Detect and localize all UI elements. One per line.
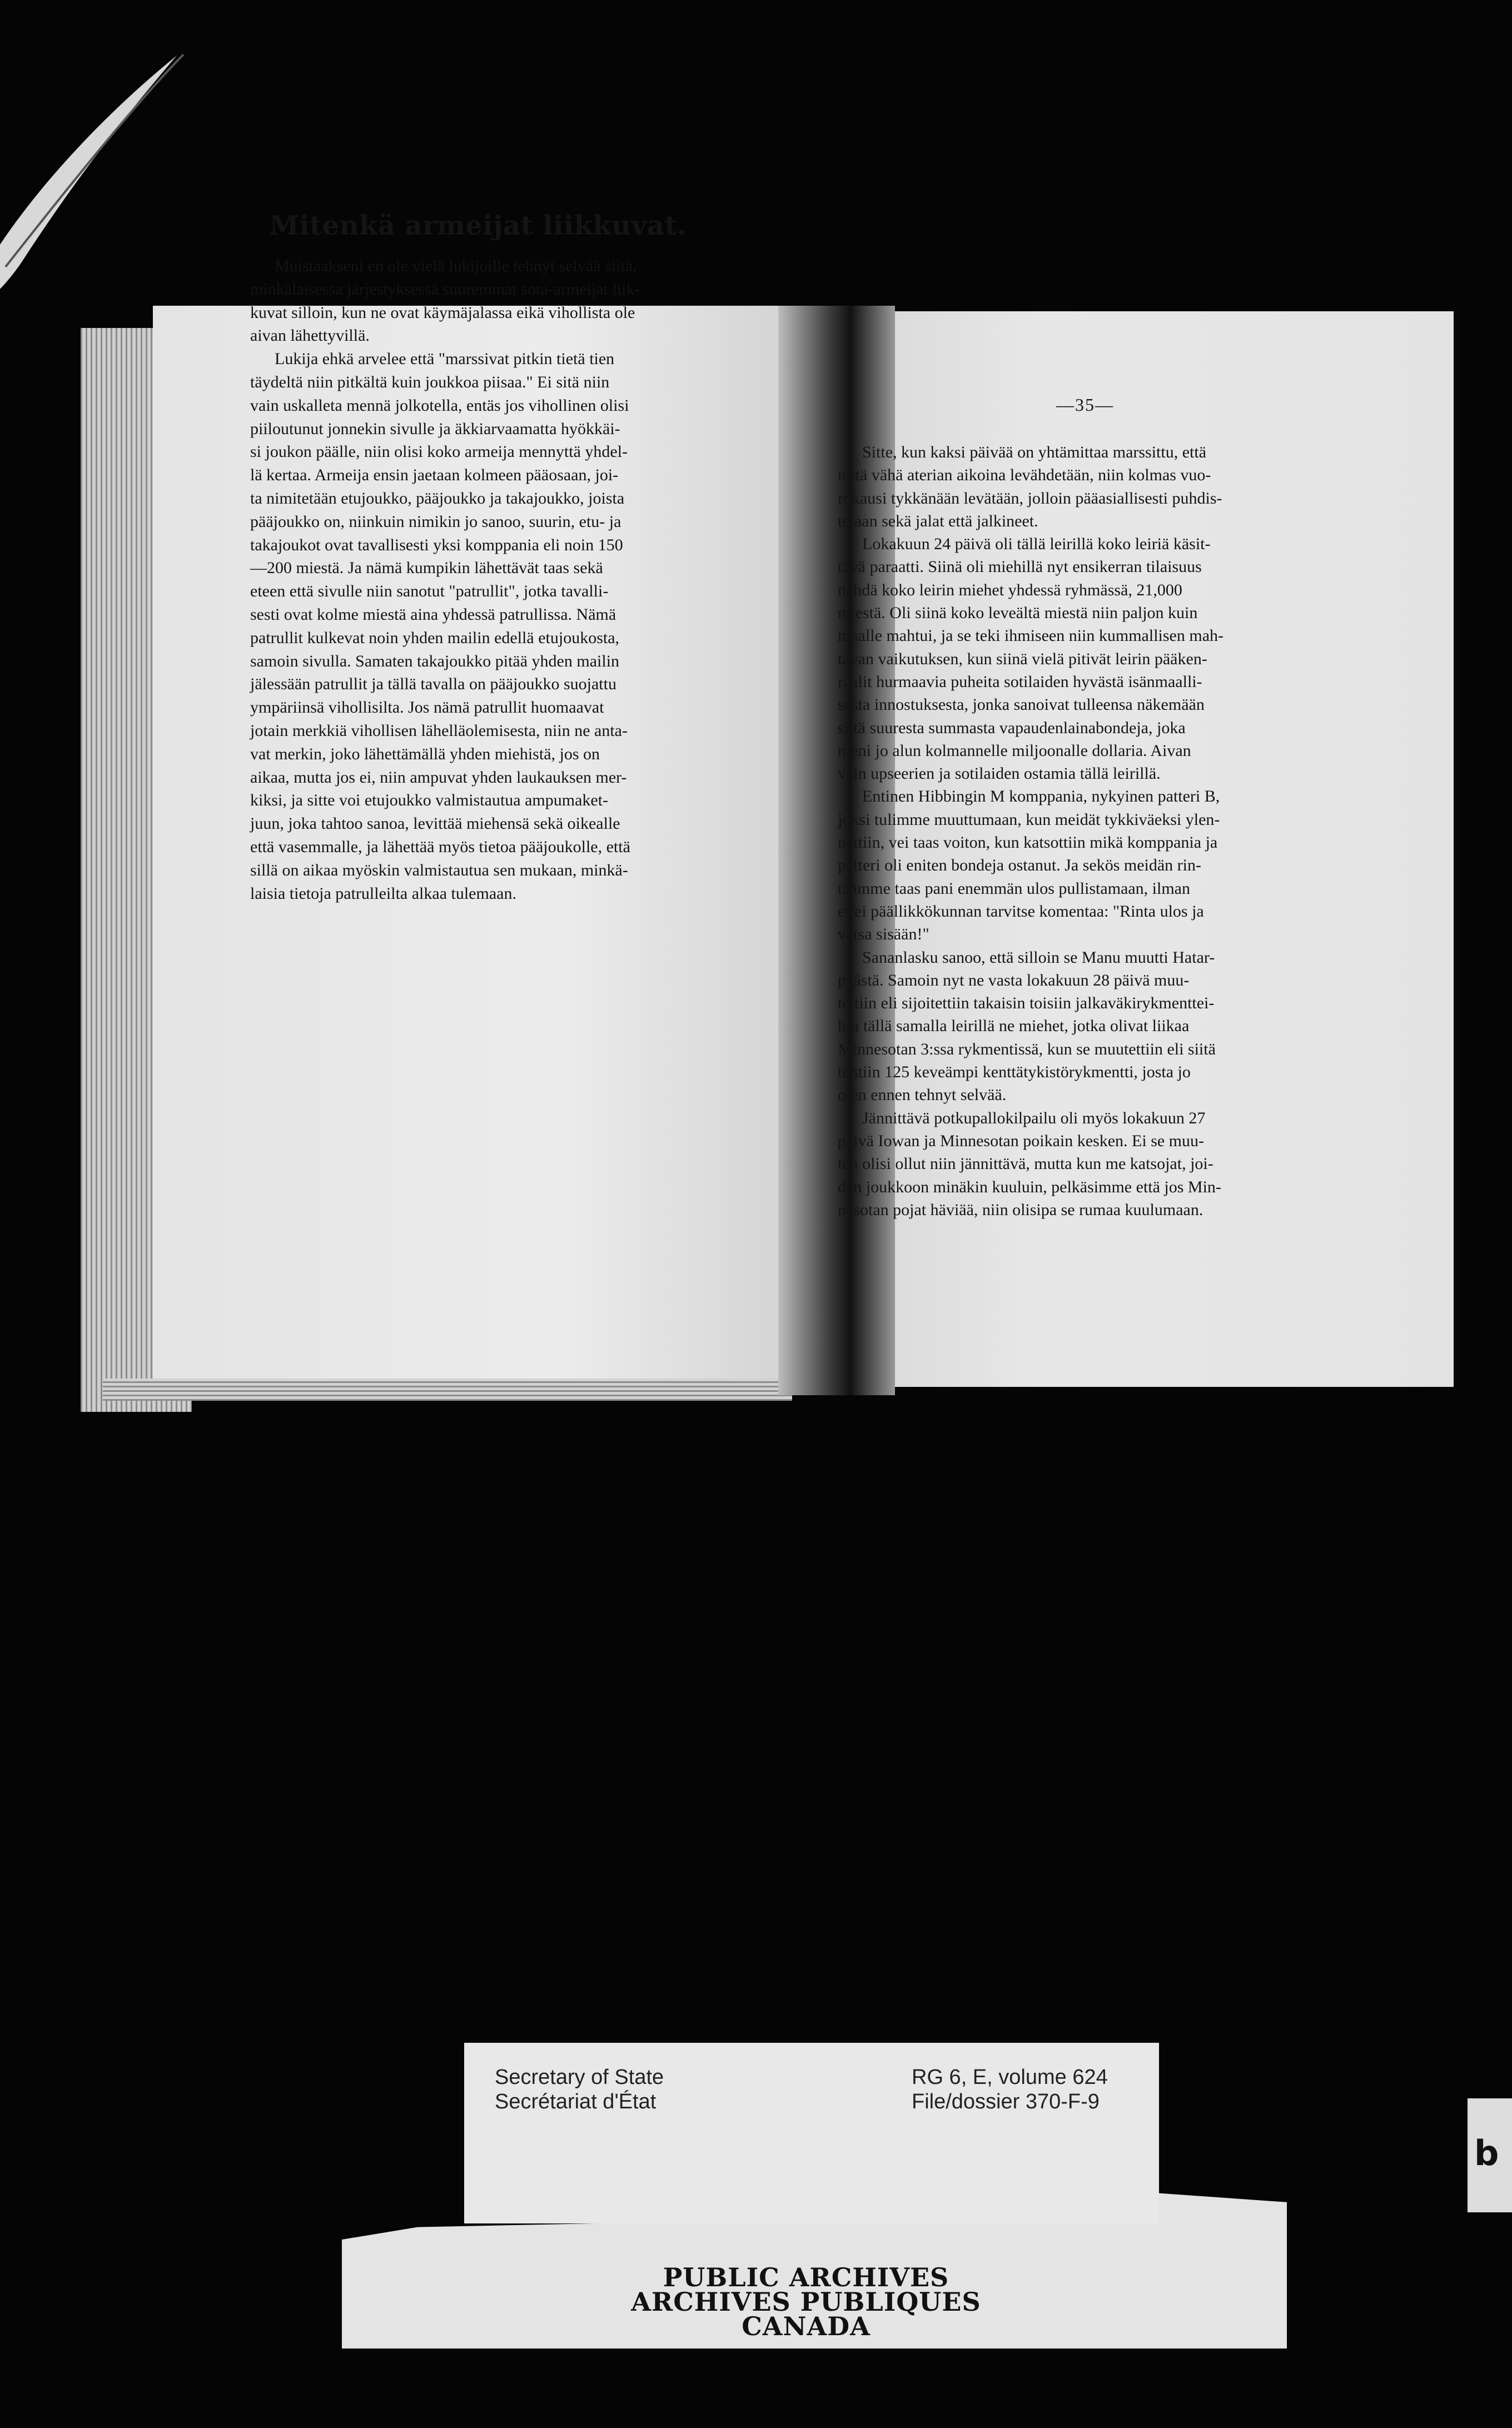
left-text-line: pääjoukko on, niinkuin nimikin jo sanoo, suurin, etu- ja <box>250 512 621 531</box>
right-text-line: maalle mahtui, ja se teki ihmiseen niin kummallisen mah- <box>838 626 1223 645</box>
right-text-line: tavan vaikutuksen, kun siinä vielä pitivät leirin pääken- <box>838 649 1207 668</box>
right-text-line: tettiin eli sijoitettiin takaisin toisiin jalkaväkirykmenttei- <box>838 994 1215 1013</box>
left-page-text <box>250 255 759 905</box>
department-en: Secretary of State <box>495 2066 664 2089</box>
left-text-line: sesti ovat kolme miestä aina yhdessä patrullissa. Nämä <box>250 605 616 624</box>
left-text-line: Muistaakseni en ole vielä lukijoille tehnyt selvää siitä, <box>275 257 637 275</box>
left-text-line: että vasemmalle, ja lähettää myös tietoa pääjoukolle, että <box>250 837 630 856</box>
left-text-line: täydeltä niin pitkältä kuin joukkoa piisaa." Ei sitä niin <box>250 372 610 391</box>
stamp-line-en: PUBLIC ARCHIVES <box>663 2262 949 2292</box>
left-text-line: minkälaisessa järjestyksessä suuremmat sota-armeijat liik- <box>250 280 640 298</box>
left-text-line: piiloutunut jonnekin sivulle ja äkkiarvaamatta hyökkäi- <box>250 419 620 438</box>
left-text-line: takajoukot ovat tavallisesti yksi komppania eli noin 150 <box>250 535 623 554</box>
right-text-line: tehtiin 125 keveämpi kenttätykistörykmentti, josta jo <box>838 1063 1191 1082</box>
right-text-line: tävä paraatti. Siinä oli miehillä nyt ensikerran tilaisuus <box>838 558 1202 576</box>
left-text-line: ympäriinsä vihollisilta. Jos nämä patrullit huomaavat <box>250 698 604 717</box>
file-dossier: File/dossier 370-F-9 <box>912 2090 1100 2113</box>
chapter-title: Mitenkä armeijat liikkuvat. <box>269 210 687 241</box>
right-text-line: Lokakuun 24 päivä oli tällä leirillä koko leiriä käsit- <box>862 535 1211 554</box>
left-text-line: jälessään patrullit ja tällä tavalla on pääjoukko suojattu <box>250 675 616 694</box>
left-text-line: juun, joka tahtoo sanoa, levittää miehensä sekä oikealle <box>250 814 620 833</box>
right-text-line: nähdä koko leirin miehet yhdessä ryhmässä, 21,000 <box>838 580 1182 599</box>
left-text-line: ta nimitetään etujoukko, pääjoukko ja takajoukko, joista <box>250 489 625 508</box>
archive-department <box>495 2065 664 2114</box>
left-text-line: sillä on aikaa myöskin valmistautua sen mukaan, minkä- <box>250 860 628 879</box>
right-text-line: Sitte, kun kaksi päivää on yhtämittaa marssittu, että <box>862 443 1207 461</box>
record-group: RG 6, E, volume 624 <box>912 2066 1108 2089</box>
left-text-line: aikaa, mutta jos ei, niin ampuvat yhden laukauksen mer- <box>250 768 627 787</box>
archive-reference-card <box>464 2043 1159 2223</box>
right-page-text <box>838 441 1354 1221</box>
right-text-line: Sananlasku sanoo, että silloin se Manu muutti Hatar- <box>862 948 1215 967</box>
film-marker-glyph: b <box>1474 2133 1499 2173</box>
right-text-line: ettei päällikkökunnan tarvitse komentaa: "Rinta ulos ja <box>838 902 1204 921</box>
left-text-line: jotain merkkiä vihollisen lähelläolemisesta, niin ne anta- <box>250 721 628 740</box>
right-text-line: hin tällä samalla leirillä ne miehet, jotka olivat liikaa <box>838 1017 1190 1036</box>
right-text-line: den joukkoon minäkin kuuluin, pelkäsimme että jos Min- <box>838 1177 1221 1196</box>
right-text-line: vain upseerien ja sotilaiden ostamia tällä leirillä. <box>838 764 1161 783</box>
left-text-line: eteen että sivulle niin sanotut "patrullit", jotka tavalli- <box>250 582 609 601</box>
left-text-line: kuvat silloin, kun ne ovat käymäjalassa eikä vihollista ole <box>250 303 635 322</box>
stamp-line-country: CANADA <box>742 2311 871 2341</box>
film-frame-marker <box>1468 2098 1512 2212</box>
left-text-line: si joukon päälle, niin olisi koko armeija mennyttä yhdel- <box>250 442 628 461</box>
right-text-line: tetaan sekä jalat että jalkineet. <box>838 511 1038 530</box>
left-text-line: patrullit kulkevat noin yhden mailin edellä etujoukosta, <box>250 628 620 647</box>
stamp-line-fr: ARCHIVES PUBLIQUES <box>631 2287 981 2317</box>
right-text-line: siitä suuresta summasta vapaudenlainabondeja, joka <box>838 718 1186 737</box>
left-text-line: vat merkin, joko lähettämällä yhden miehistä, jos on <box>250 744 600 763</box>
right-text-line: ten olisi ollut niin jännittävä, mutta kun me katsojat, joi- <box>838 1155 1213 1173</box>
right-text-line: raalit hurmaavia puheita sotilaiden hyvästä isänmaalli- <box>838 672 1202 691</box>
left-text-line: vain uskalleta mennä jolkotella, entäs jos vihollinen olisi <box>250 396 629 415</box>
right-text-line: nesotan pojat häviää, niin olisipa se rumaa kuulumaan. <box>838 1200 1203 1219</box>
left-text-line: aivan lähettyvillä. <box>250 326 370 345</box>
page-edges-bottom <box>103 1379 792 1401</box>
right-text-line: taamme taas pani enemmän ulos pullistamaan, ilman <box>838 879 1190 898</box>
feather-quill-icon <box>0 0 200 334</box>
left-text-line: lä kertaa. Armeija ensin jaetaan kolmeen pääosaan, joi- <box>250 466 619 485</box>
right-text-line: rokausi tykkänään levätään, jolloin pääasiallisesti puhdis- <box>838 489 1222 508</box>
left-text-line: kiksi, ja sitte voi etujoukko valmistautua ampumaket- <box>250 791 609 810</box>
right-text-line: päästä. Samoin nyt ne vasta lokakuun 28 päivä muu- <box>838 971 1190 989</box>
public-archives-stamp <box>500 2262 1112 2341</box>
right-text-line: vatsa sisään!" <box>838 925 929 944</box>
left-text-line: samoin sivulla. Samaten takajoukko pitää yhden mailin <box>250 651 620 670</box>
right-text-line: miestä. Oli siinä koko leveältä miestä niin paljon kuin <box>838 604 1198 623</box>
right-text-line: meni jo alun kolmannelle miljoonalle dollaria. Aivan <box>838 741 1191 760</box>
right-text-line: Jännittävä potkupallokilpailu oli myös lokakuun 27 <box>862 1108 1206 1127</box>
department-fr: Secrétariat d'État <box>495 2090 656 2113</box>
right-text-line: olen ennen tehnyt selvää. <box>838 1086 1007 1104</box>
left-text-line: Lukija ehkä arvelee että "marssivat pitkin tietä tien <box>275 350 615 369</box>
right-text-line: patteri oli eniten bondeja ostanut. Ja sekös meidän rin- <box>838 856 1201 875</box>
left-text-line: —200 miestä. Ja nämä kumpikin lähettävät taas sekä <box>250 559 603 578</box>
page-number: —35— <box>1056 395 1114 415</box>
right-text-line: mitä vähä aterian aikoina levähdetään, niin kolmas vuo- <box>838 466 1211 485</box>
right-text-line: joksi tulimme muuttumaan, kun meidät tykkiväeksi ylen- <box>838 810 1220 829</box>
right-text-line: päivä Iowan ja Minnesotan poikain kesken. Ei se muu- <box>838 1131 1205 1150</box>
archive-reference <box>912 2065 1108 2114</box>
right-text-line: Entinen Hibbingin M komppania, nykyinen patteri B, <box>862 787 1220 806</box>
left-text-line: laisia tietoja patrulleilta alkaa tulemaan. <box>250 884 516 903</box>
right-text-line: nettiin, vei taas voiton, kun katsottiin mikä komppania ja <box>838 833 1218 852</box>
right-text-line: Minnesotan 3:ssa rykmentissä, kun se muutettiin eli siitä <box>838 1039 1216 1058</box>
right-text-line: sesta innostuksesta, jonka sanoivat tulleensa näkemään <box>838 695 1205 714</box>
